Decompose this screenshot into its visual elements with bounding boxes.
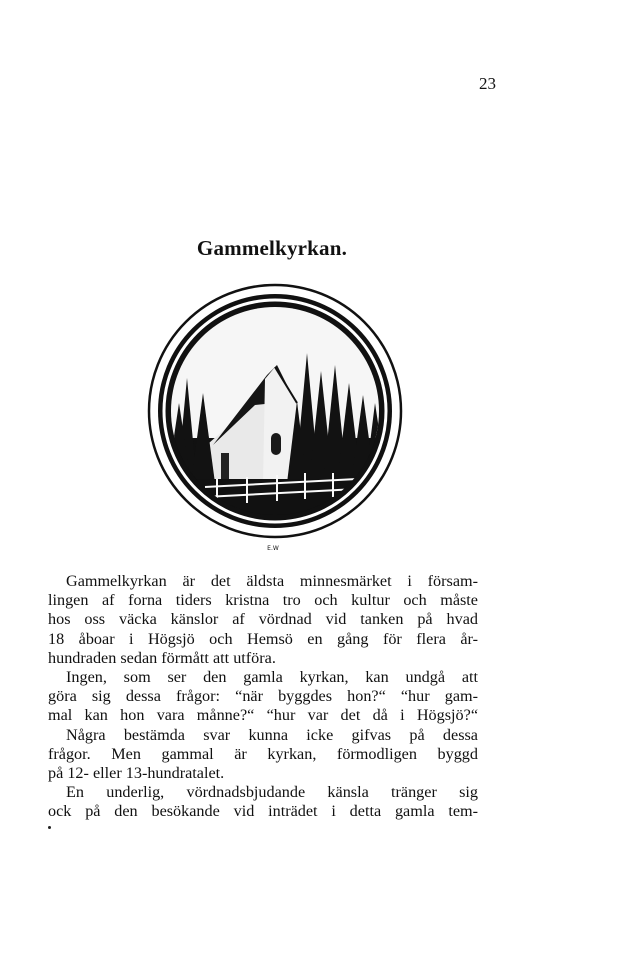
text-line: Gammelkyrkan är det äldsta minnesmärket i försam- bbox=[66, 572, 478, 590]
text-line: En underlig, vördnadsbjudande känsla tränger sig bbox=[66, 783, 478, 802]
ground bbox=[147, 479, 403, 539]
text-line: 18 åboar i Högsjö och Hemsö en gång för flera år- bbox=[48, 629, 478, 648]
stray-ink-mark bbox=[48, 826, 51, 829]
church-vignette-illustration bbox=[147, 283, 403, 539]
text-line: mal kan hon vara månne?“ “hur var det då i Högsjö?“ bbox=[48, 706, 478, 725]
text-line: frågor. Men gammal är kyrkan, förmodligen byggd bbox=[48, 744, 478, 763]
page-number: 23 bbox=[479, 74, 496, 93]
text-line: Några bestämda svar kunna icke gifvas på dessa bbox=[66, 725, 478, 744]
text-line: göra sig dessa frågor: “när byggdes hon?“ “hur gam- bbox=[48, 687, 478, 706]
text-line: på 12- eller 13-hundratalet. bbox=[48, 764, 225, 783]
text-line: hundraden sedan förmått att utföra. bbox=[48, 648, 276, 667]
artist-signature: E.W bbox=[267, 545, 279, 552]
text-line: ock på den besökande vid inträdet i detta gamla tem- bbox=[48, 802, 478, 821]
text-line: lingen af forna tiders kristna tro och kultur och måste bbox=[48, 591, 478, 610]
text-line: Ingen, som ser den gamla kyrkan, kan undgå att bbox=[66, 668, 478, 687]
text-line: hos oss väcka känslor af vördnad vid tanken på hvad bbox=[48, 610, 478, 629]
chapter-title: Gammelkyrkan. bbox=[196, 236, 348, 260]
body-text bbox=[48, 572, 478, 822]
